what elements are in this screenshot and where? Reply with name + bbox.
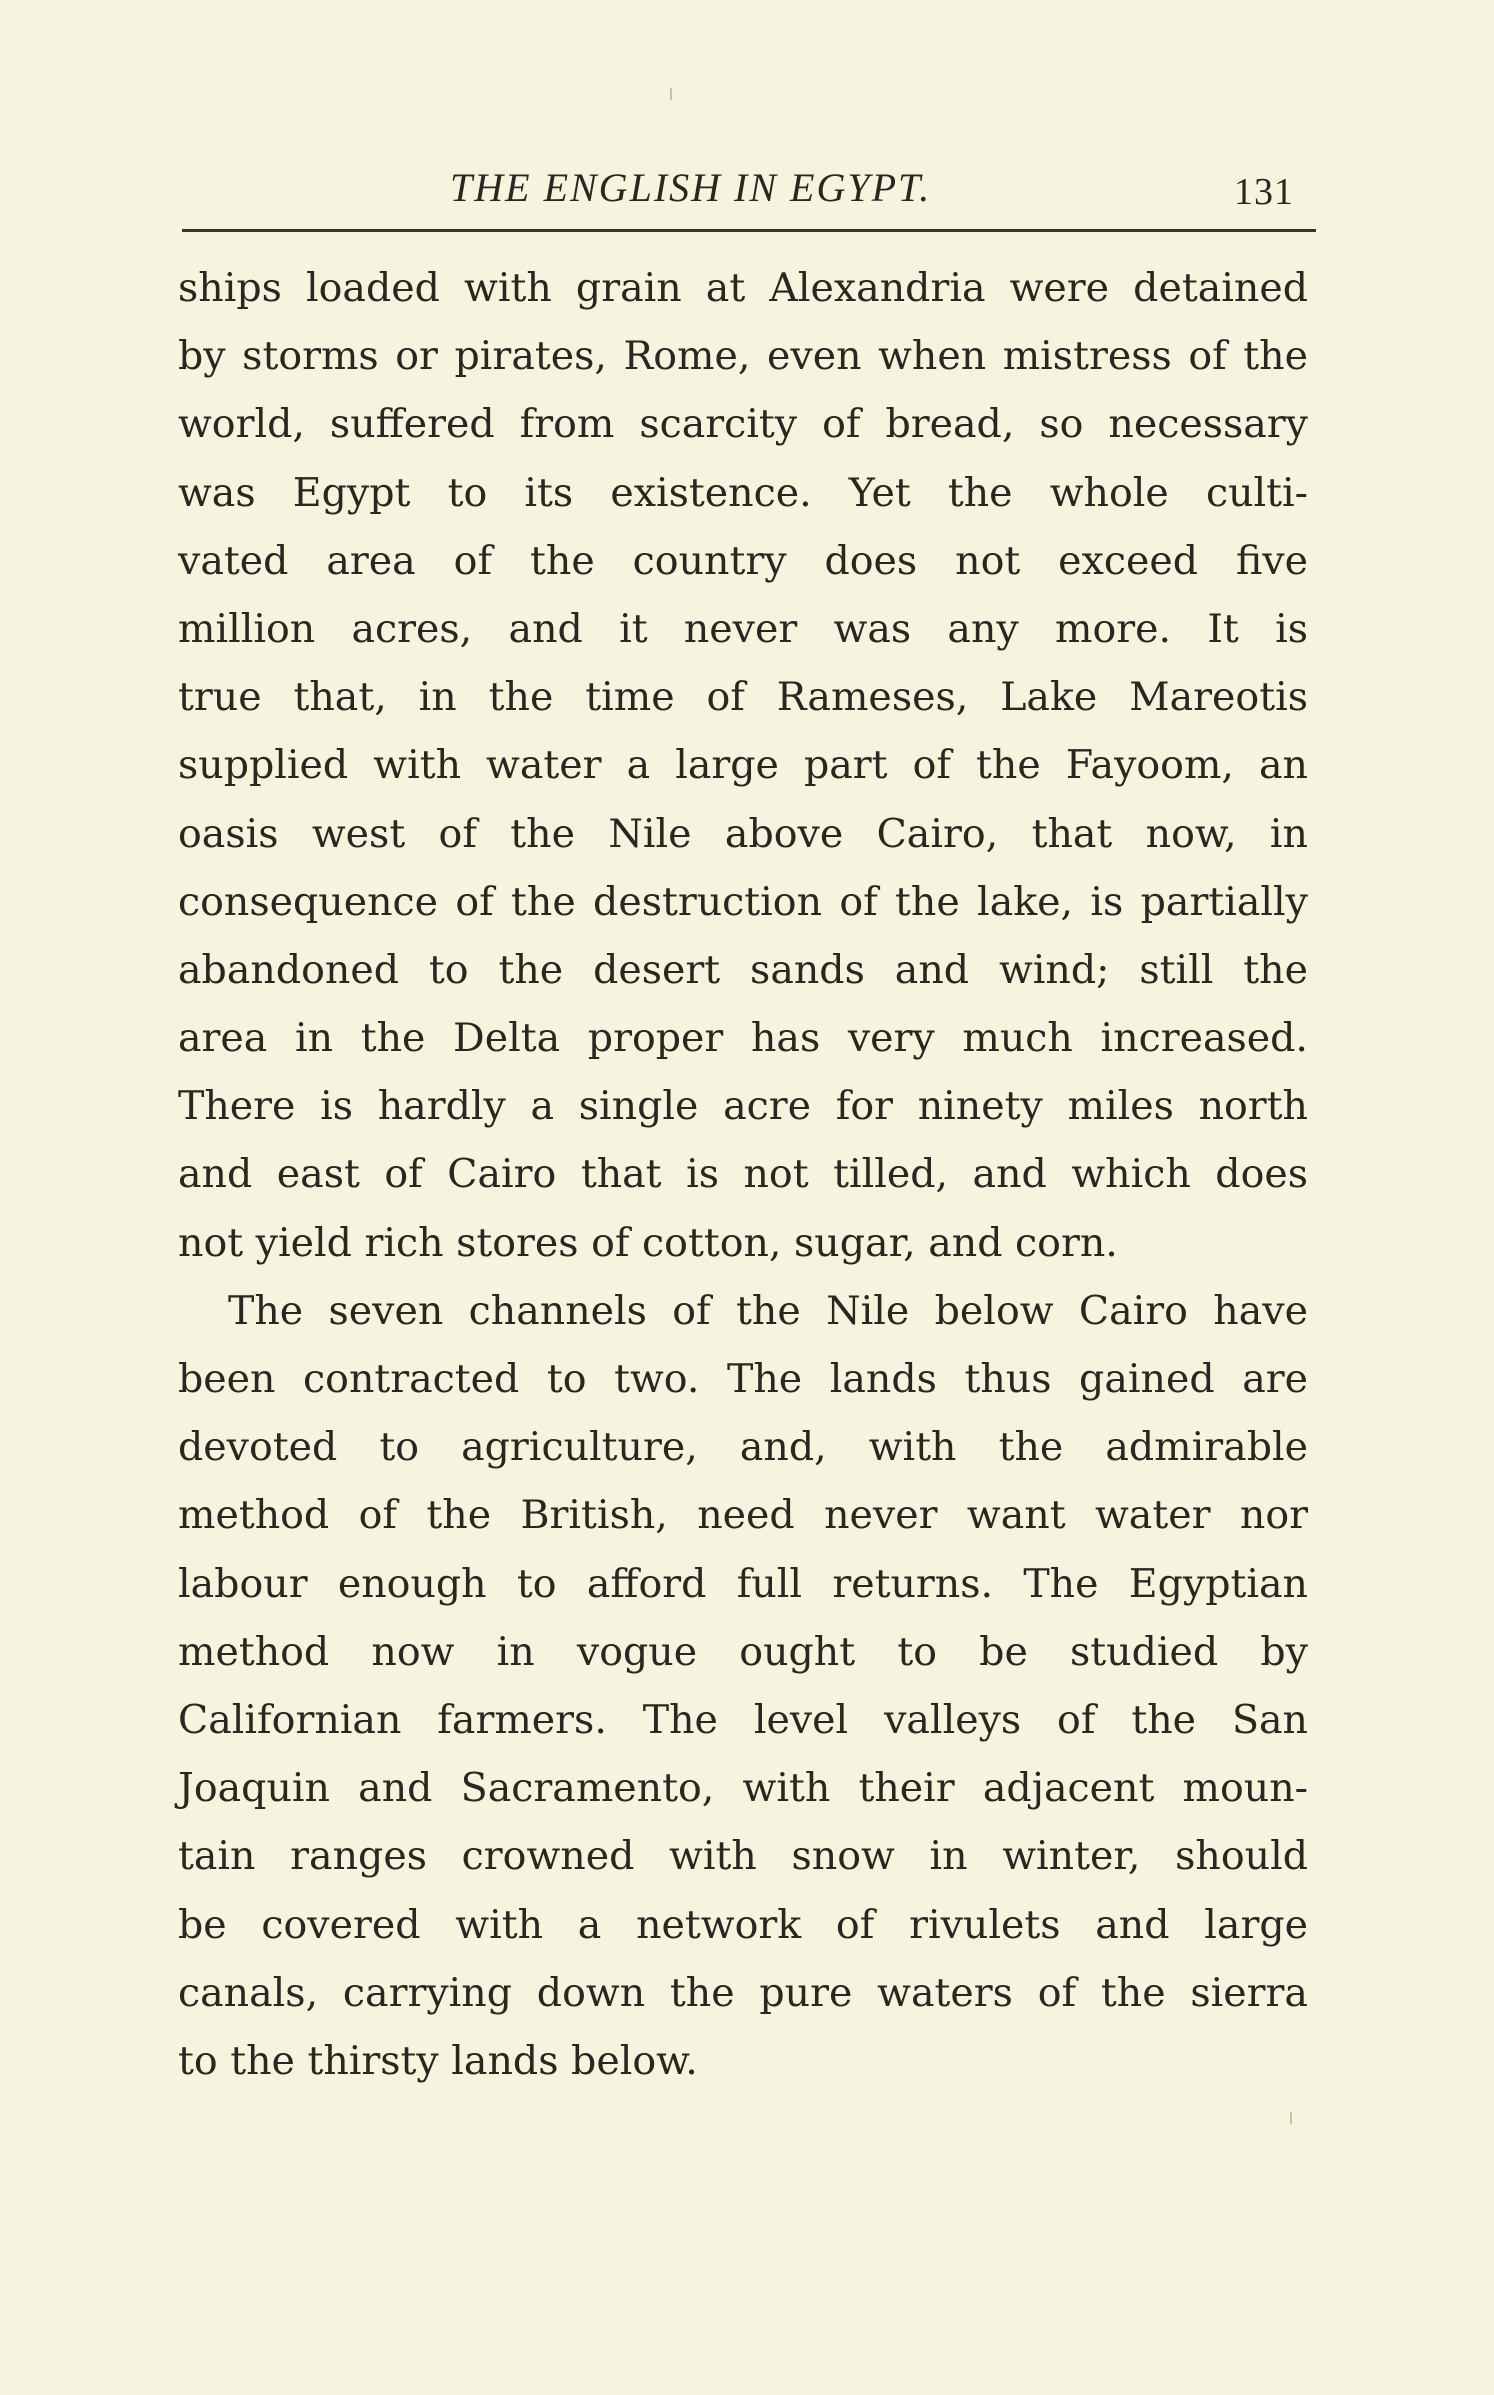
text-line: consequence of the destruction of the lake, is partially: [178, 878, 1308, 925]
paper-speck: [670, 88, 672, 100]
text-line: canals, carrying down the pure waters of the sierra: [178, 1969, 1308, 2016]
text-line: labour enough to afford full returns. The Egyptian: [178, 1560, 1308, 1607]
text-line: true that, in the time of Rameses, Lake Mareotis: [178, 674, 1308, 721]
text-line: There is hardly a single acre for ninety miles north: [178, 1083, 1308, 1130]
text-line: and east of Cairo that is not tilled, and which does: [178, 1151, 1308, 1198]
text-line: be covered with a network of rivulets and large: [178, 1901, 1308, 1948]
text-line: oasis west of the Nile above Cairo, that now, in: [178, 810, 1308, 857]
text-line: abandoned to the desert sands and wind; still the: [178, 946, 1308, 993]
text-line: Joaquin and Sacramento, with their adjacent moun-: [178, 1765, 1308, 1812]
running-header: [178, 160, 1316, 216]
body-text: [178, 254, 1308, 2095]
text-line: by storms or pirates, Rome, even when mistress of the: [178, 333, 1308, 380]
paper-speck: [1290, 2112, 1292, 2124]
text-line: world, suffered from scarcity of bread, so necessary: [178, 401, 1308, 448]
text-line: method of the British, need never want water nor: [178, 1492, 1308, 1539]
text-line: million acres, and it never was any more. It is: [178, 605, 1308, 652]
text-line: Californian farmers. The level valleys of the San: [178, 1696, 1308, 1743]
paragraph-1: [178, 254, 1308, 1277]
paragraph-2: [178, 1277, 1308, 2095]
text-line: tain ranges crowned with snow in winter, should: [178, 1833, 1308, 1880]
text-line: devoted to agriculture, and, with the admirable: [178, 1424, 1308, 1471]
text-line: been contracted to two. The lands thus gained are: [178, 1356, 1308, 1402]
text-line: not yield rich stores of cotton, sugar, and corn.: [178, 1219, 1118, 1266]
page-number: 131: [1234, 171, 1294, 213]
text-line: was Egypt to its existence. Yet the whole culti-: [178, 469, 1308, 516]
text-line: method now in vogue ought to be studied by: [178, 1628, 1308, 1675]
text-line: vated area of the country does not exceed five: [178, 537, 1308, 584]
header-rule: [182, 229, 1316, 232]
text-line: area in the Delta proper has very much increased.: [178, 1015, 1308, 1062]
text-line: to the thirsty lands below.: [178, 2037, 698, 2084]
running-title: THE ENGLISH IN EGYPT.: [450, 165, 932, 210]
text-line: The seven channels of the Nile below Cairo have: [228, 1287, 1308, 1334]
text-line: supplied with water a large part of the Fayoom, an: [178, 742, 1308, 789]
text-line: ships loaded with grain at Alexandria were detained: [178, 265, 1308, 311]
